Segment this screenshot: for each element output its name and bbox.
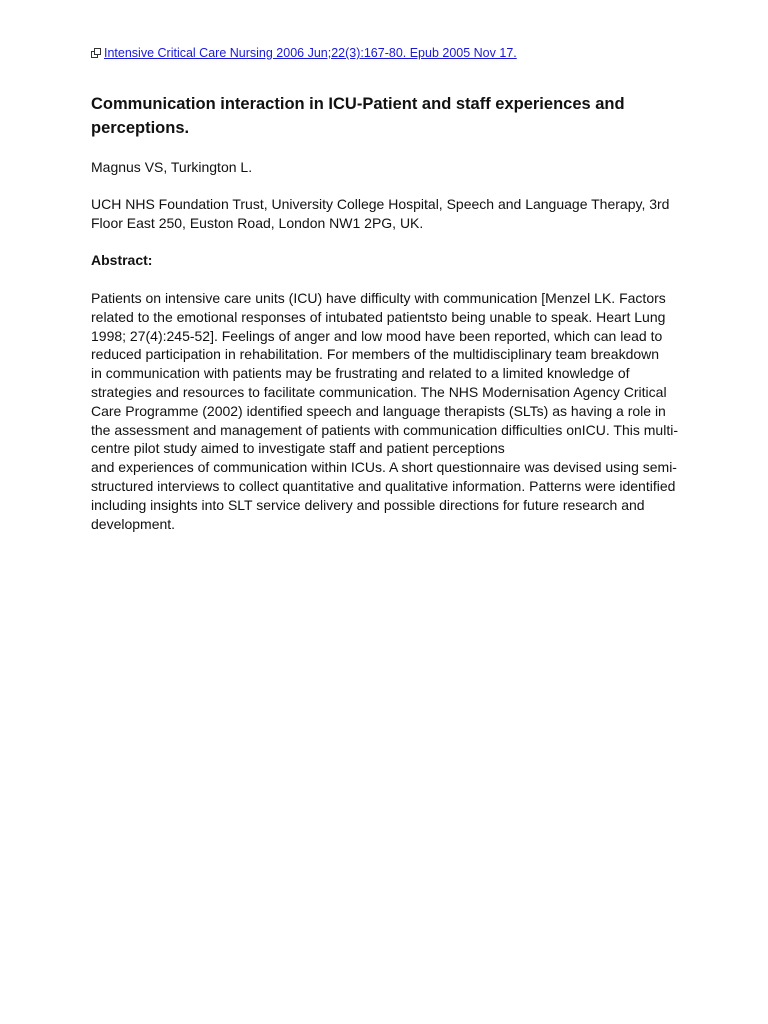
abstract-line: including insights into SLT service delivery and possible directions for future research and [91,496,645,513]
journal-citation-link[interactable]: Intensive Critical Care Nursing 2006 Jun;22(3):167-80. Epub 2005 Nov 17. [104,46,517,60]
affiliation: UCH NHS Foundation Trust, University College Hospital, Speech and Language Therapy, 3rd Floor East 250, Euston Road, London NW1 2PG, UK. [91,196,670,231]
abstract-line: Patients on intensive care units (ICU) have difficulty with communication [Menzel LK. Factors [91,290,666,306]
abstract-line: in communication with patients may be frustrating and related to a limited knowledge of [91,365,630,382]
abstract-line: development. [91,515,176,532]
external-link-icon[interactable] [91,46,101,56]
abstract-line: the assessment and management of patients with communication difficulties onICU. This multi- [91,421,678,438]
abstract-line: reduced participation in rehabilitation. For members of the multidisciplinary team breakdown [91,346,660,363]
article-title: Communication interaction in ICU-Patient and staff experiences and perceptions. [91,95,625,137]
abstract-line: related to the emotional responses of intubated patientsto being unable to speak. Heart Lung [91,308,666,325]
abstract-line: structured interviews to collect quantitative and qualitative information. Patterns were identified [91,477,676,494]
abstract-heading: Abstract: [91,252,153,268]
abstract-line: centre pilot study aimed to investigate staff and patient perceptions [91,440,505,457]
abstract-line: strategies and resources to facilitate communication. The NHS Modernisation Agency Critical [91,383,667,400]
citation-row [91,45,517,61]
authors: Magnus VS, Turkington L. [91,159,253,175]
abstract-line: and experiences of communication within ICUs. A short questionnaire was devised using semi- [91,459,677,476]
abstract-line: Care Programme (2002) identified speech and language therapists (SLTs) as having a role in [91,402,666,419]
abstract-body [91,289,691,533]
abstract-line: 1998; 27(4):245-52]. Feelings of anger and low mood have been reported, which can lead to [91,327,663,344]
